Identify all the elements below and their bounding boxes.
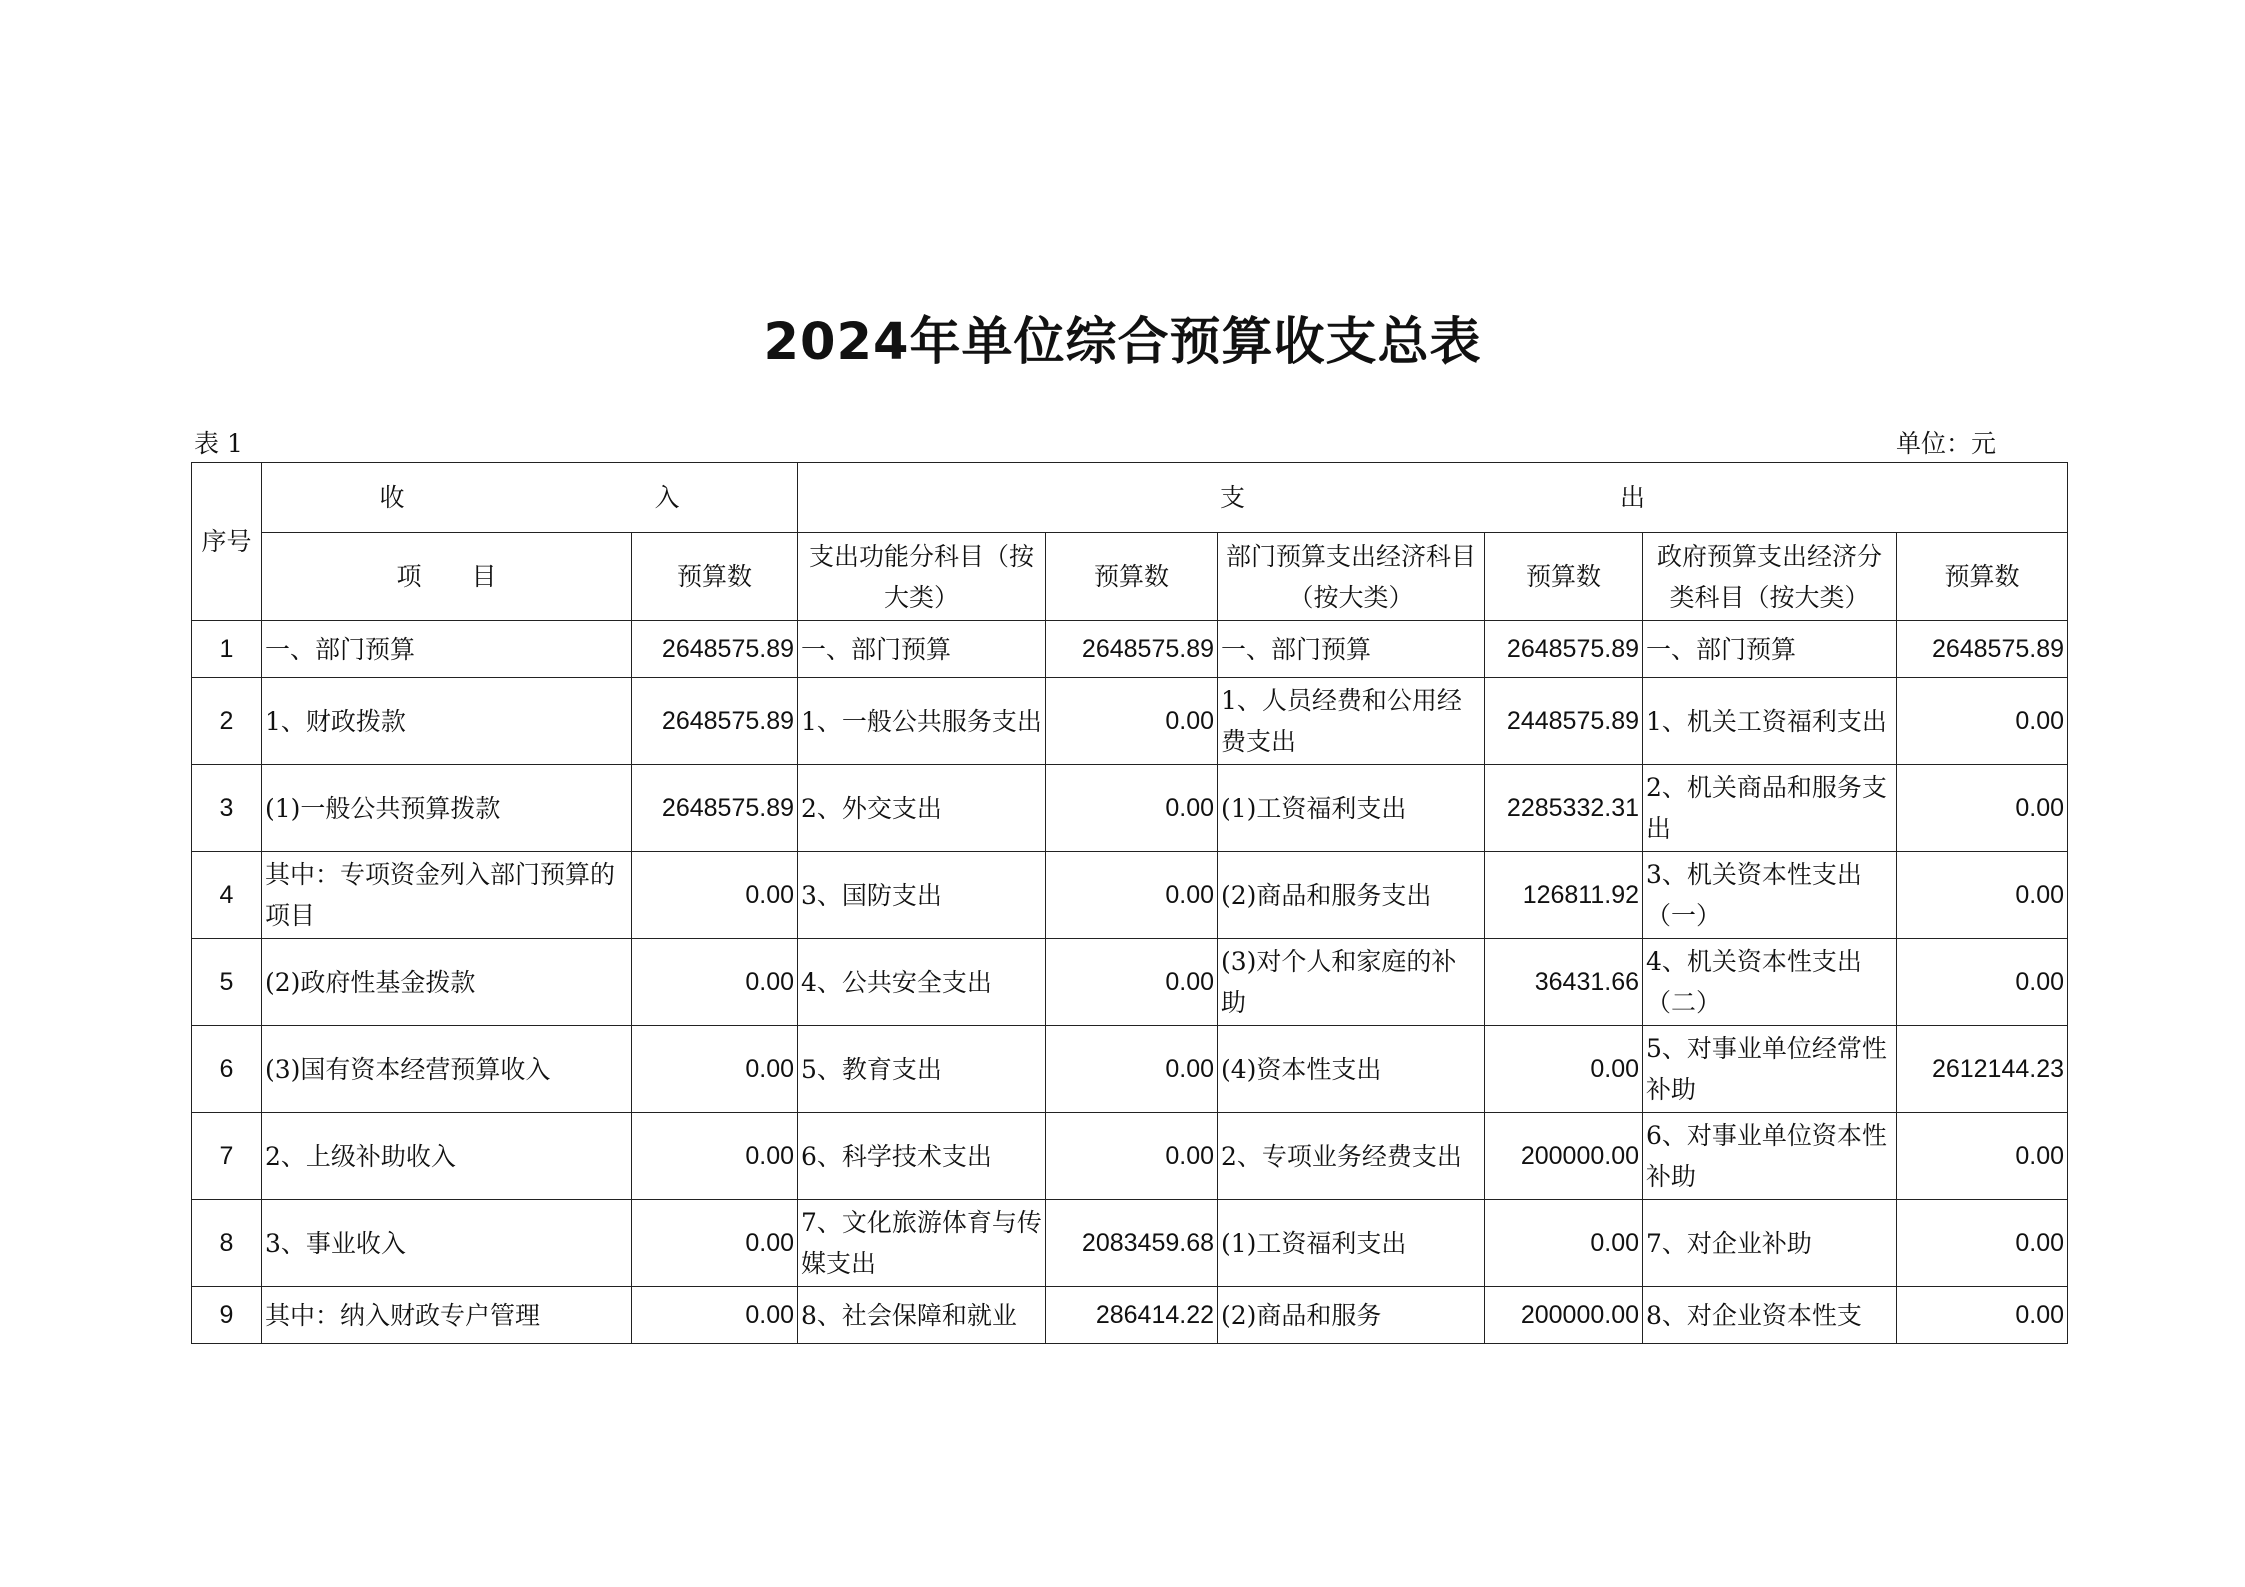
dept-econ-value: 126811.92 — [1485, 852, 1643, 939]
row-seq: 1 — [192, 621, 262, 678]
table-row — [192, 939, 2068, 1026]
func-value: 0.00 — [1046, 678, 1218, 765]
gov-econ-value: 0.00 — [1897, 939, 2068, 1026]
income-item: (1)一般公共预算拨款 — [262, 765, 632, 852]
dept-econ-value: 2285332.31 — [1485, 765, 1643, 852]
income-item: (3)国有资本经营预算收入 — [262, 1026, 632, 1113]
header-income: 收 入 — [262, 463, 798, 533]
row-seq: 8 — [192, 1200, 262, 1287]
gov-econ-value: 0.00 — [1897, 765, 2068, 852]
table-row — [192, 1113, 2068, 1200]
income-value: 2648575.89 — [632, 765, 798, 852]
dept-econ-item: (3)对个人和家庭的补助 — [1218, 939, 1485, 1026]
header-budget-gov: 预算数 — [1897, 533, 2068, 621]
table-row — [192, 1287, 2068, 1344]
header-budget-func: 预算数 — [1046, 533, 1218, 621]
header-budget-income: 预算数 — [632, 533, 798, 621]
header-item: 项 目 — [262, 533, 632, 621]
dept-econ-item: (2)商品和服务支出 — [1218, 852, 1485, 939]
func-item: 3、国防支出 — [798, 852, 1046, 939]
income-item: 一、部门预算 — [262, 621, 632, 678]
income-item: 2、上级补助收入 — [262, 1113, 632, 1200]
func-value: 0.00 — [1046, 1113, 1218, 1200]
income-value: 0.00 — [632, 852, 798, 939]
dept-econ-value: 200000.00 — [1485, 1113, 1643, 1200]
row-seq: 6 — [192, 1026, 262, 1113]
gov-econ-value: 0.00 — [1897, 852, 2068, 939]
row-seq: 9 — [192, 1287, 262, 1344]
gov-econ-item: 1、机关工资福利支出 — [1643, 678, 1897, 765]
gov-econ-value: 0.00 — [1897, 1113, 2068, 1200]
func-value: 2083459.68 — [1046, 1200, 1218, 1287]
table-row — [192, 1026, 2068, 1113]
income-value: 0.00 — [632, 1113, 798, 1200]
table-row — [192, 678, 2068, 765]
table-row — [192, 1200, 2068, 1287]
unit-label: 单位：元 — [1896, 429, 1997, 458]
dept-econ-value: 0.00 — [1485, 1200, 1643, 1287]
table-row — [192, 621, 2068, 678]
page-title: 2024年单位综合预算收支总表 — [763, 313, 1482, 372]
func-value: 286414.22 — [1046, 1287, 1218, 1344]
func-value: 0.00 — [1046, 765, 1218, 852]
func-item: 8、社会保障和就业 — [798, 1287, 1046, 1344]
income-item: 3、事业收入 — [262, 1200, 632, 1287]
row-seq: 7 — [192, 1113, 262, 1200]
income-value: 0.00 — [632, 1287, 798, 1344]
income-value: 2648575.89 — [632, 621, 798, 678]
gov-econ-value: 0.00 — [1897, 1287, 2068, 1344]
table-number: 表 1 — [194, 429, 243, 458]
gov-econ-value: 0.00 — [1897, 678, 2068, 765]
header-seq: 序号 — [192, 463, 262, 621]
dept-econ-item: (4)资本性支出 — [1218, 1026, 1485, 1113]
income-value: 0.00 — [632, 1200, 798, 1287]
dept-econ-value: 2448575.89 — [1485, 678, 1643, 765]
header-func-class: 支出功能分科目（按大类） — [798, 533, 1046, 621]
row-seq: 2 — [192, 678, 262, 765]
income-value: 2648575.89 — [632, 678, 798, 765]
func-value: 2648575.89 — [1046, 621, 1218, 678]
header-row-2 — [192, 533, 2068, 621]
income-item: 1、财政拨款 — [262, 678, 632, 765]
func-item: 6、科学技术支出 — [798, 1113, 1046, 1200]
func-item: 1、一般公共服务支出 — [798, 678, 1046, 765]
header-gov-econ: 政府预算支出经济分类科目（按大类） — [1643, 533, 1897, 621]
func-item: 2、外交支出 — [798, 765, 1046, 852]
gov-econ-item: 6、对事业单位资本性补助 — [1643, 1113, 1897, 1200]
dept-econ-item: 1、人员经费和公用经费支出 — [1218, 678, 1485, 765]
income-item: 其中：专项资金列入部门预算的项目 — [262, 852, 632, 939]
dept-econ-item: (2)商品和服务 — [1218, 1287, 1485, 1344]
func-item: 4、公共安全支出 — [798, 939, 1046, 1026]
func-item: 7、文化旅游体育与传媒支出 — [798, 1200, 1046, 1287]
dept-econ-value: 36431.66 — [1485, 939, 1643, 1026]
dept-econ-item: 一、部门预算 — [1218, 621, 1485, 678]
dept-econ-item: (1)工资福利支出 — [1218, 1200, 1485, 1287]
func-value: 0.00 — [1046, 939, 1218, 1026]
gov-econ-item: 2、机关商品和服务支出 — [1643, 765, 1897, 852]
gov-econ-item: 3、机关资本性支出（一） — [1643, 852, 1897, 939]
func-value: 0.00 — [1046, 1026, 1218, 1113]
row-seq: 4 — [192, 852, 262, 939]
dept-econ-value: 200000.00 — [1485, 1287, 1643, 1344]
dept-econ-value: 0.00 — [1485, 1026, 1643, 1113]
gov-econ-item: 7、对企业补助 — [1643, 1200, 1897, 1287]
income-value: 0.00 — [632, 1026, 798, 1113]
dept-econ-value: 2648575.89 — [1485, 621, 1643, 678]
header-expense: 支 出 — [798, 463, 2068, 533]
header-row-1 — [192, 463, 2068, 533]
dept-econ-item: 2、专项业务经费支出 — [1218, 1113, 1485, 1200]
row-seq: 3 — [192, 765, 262, 852]
func-value: 0.00 — [1046, 852, 1218, 939]
gov-econ-value: 2612144.23 — [1897, 1026, 2068, 1113]
gov-econ-value: 2648575.89 — [1897, 621, 2068, 678]
income-item: (2)政府性基金拨款 — [262, 939, 632, 1026]
row-seq: 5 — [192, 939, 262, 1026]
income-value: 0.00 — [632, 939, 798, 1026]
gov-econ-item: 5、对事业单位经常性补助 — [1643, 1026, 1897, 1113]
table-row — [192, 852, 2068, 939]
dept-econ-item: (1)工资福利支出 — [1218, 765, 1485, 852]
gov-econ-item: 一、部门预算 — [1643, 621, 1897, 678]
header-budget-dept: 预算数 — [1485, 533, 1643, 621]
budget-table — [191, 462, 2068, 1344]
gov-econ-value: 0.00 — [1897, 1200, 2068, 1287]
func-item: 一、部门预算 — [798, 621, 1046, 678]
header-dept-econ: 部门预算支出经济科目（按大类） — [1218, 533, 1485, 621]
func-item: 5、教育支出 — [798, 1026, 1046, 1113]
income-item: 其中：纳入财政专户管理 — [262, 1287, 632, 1344]
table-row — [192, 765, 2068, 852]
gov-econ-item: 4、机关资本性支出（二） — [1643, 939, 1897, 1026]
gov-econ-item: 8、对企业资本性支 — [1643, 1287, 1897, 1344]
